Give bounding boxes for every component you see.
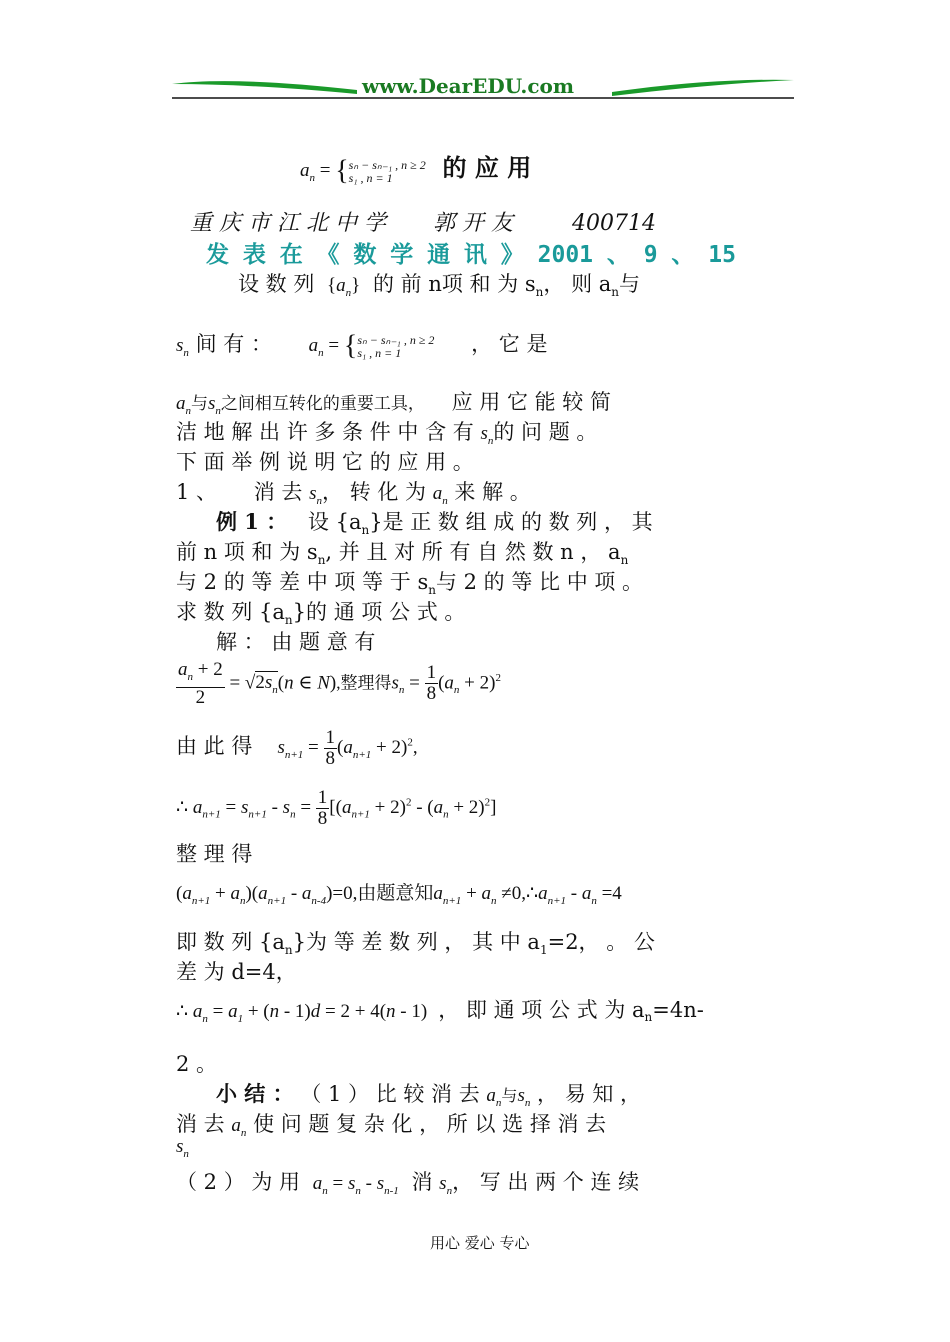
intro-line-3: $a_n$与$s_n$之间相互转化的重要工具， 应 用 它 能 较 简 [176, 390, 611, 417]
example-1-line-4: 求 数 列 $\{a_n\}$的 通 项 公 式 。 [176, 600, 466, 628]
intro-line-4: 洁 地 解 出 许 多 条 件 中 含 有 $s_n$的 问 题 。 [176, 420, 598, 447]
general-term-end: 2 。 [176, 1052, 218, 1076]
summary-line-3: $s_n$ [176, 1136, 189, 1160]
summary-line-1: 小 结 ： （ 1 ） 比 较 消 去 $a_n$与$s_n$ ， 易 知 ， [216, 1081, 642, 1109]
title-suffix: 的 应 用 [442, 154, 532, 182]
example-1-line-1: 例 1 ： 设 $\{a_n\}$是 正 数 组 成 的 数 列 ， 其 [216, 509, 653, 538]
summary-line-4: （ 2 ） 为 用 $a_n = s_n - s_{n-1}$ 消 $s_n$， 写 出 两 个 连 续 [176, 1170, 640, 1197]
site-url[interactable]: www.DearEDU.com [362, 74, 575, 98]
summary-line-2: 消 去 $a_n$ 使 问 题 复 杂 化 ， 所 以 选 择 消 去 [176, 1112, 607, 1139]
published-line: 发 表 在 《 数 学 通 讯 》 2001 、 9 、 15 [206, 242, 736, 268]
solution-intro: 解 ： 由 题 意 有 [216, 630, 376, 654]
intro-line-5: 下 面 举 例 说 明 它 的 应 用 。 [176, 450, 474, 474]
example-1-line-2: 前 n 项 和 为 $s_n$, 并 且 对 所 有 自 然 数 n ， $a_n$ [176, 540, 629, 568]
example-1-line-3: 与 2 的 等 差 中 项 等 于 $s_n$与 2 的 等 比 中 项 。 [176, 570, 644, 598]
header-banner [172, 70, 794, 104]
tidy-label: 整 理 得 [176, 842, 253, 866]
arith-line-2: 差 为 d=4， [176, 960, 297, 984]
author-name: 郭 开 友 [432, 211, 513, 236]
page-title: $a_n$ = { sₙ − sₙ₋₁ , n ≥ 2 s₁ , n = 1 的 应 用 [300, 154, 532, 187]
equation-4: $(a_{n+1} + a_n)(a_{n+1} - a_{n-4})=0$,由题意知$a_{n+1} + a_n$ $\ne 0,\therefore a_{n+1} - a_n =4$ [176, 883, 622, 907]
author-line [190, 206, 656, 237]
intro-line-1: 设 数 列 $\{a_n\}$ 的 前 n项 和 为 $s_n$， 则 $a_n$与 [238, 272, 641, 300]
author-code: 400714 [571, 211, 656, 236]
equation-1: $\frac{a_n + 2}{2}$ = $√2s_n(n$ ∈ N),整理得$s_n$ = $\frac{1}{8}$ $(a_n + 2)^2$ [178, 659, 501, 708]
general-term-line: ∴ $a_n = a_1 + (n - 1)d = 2 + 4(n - 1)$ ， 即 通 项 公 式 为 $a_n=4n-$ [176, 998, 704, 1025]
arith-line-1: 即 数 列 $\{a_n\}$为 等 差 数 列 ， 其 中 $a_1=2$， 。 公 [176, 930, 655, 958]
equation-3: ∴ $a_{n+1} = s_{n+1} - s_n$ = $\frac{1}{8}$ $[(a_{n+1} + 2)^2 - (a_n + 2)^2]$ [176, 787, 497, 829]
page-footer: 用心 爱心 专心 [430, 1234, 530, 1252]
section-1-heading: 1 、 消 去 $s_n$， 转 化 为 $a_n$ 来 解 。 [176, 480, 531, 507]
equation-2: 由 此 得 $s_{n+1}$ = $\frac{1}{8}$ $(a_{n+1} + 2)^2$, [176, 727, 418, 769]
author-school: 重 庆 市 江 北 中 学 [190, 211, 386, 236]
intro-line-2: $s_n$ 间 有 ： $a_n$ = { sₙ − sₙ₋₁ , n ≥ 2 s₁ , n = 1 ， 它 是 [176, 330, 548, 362]
